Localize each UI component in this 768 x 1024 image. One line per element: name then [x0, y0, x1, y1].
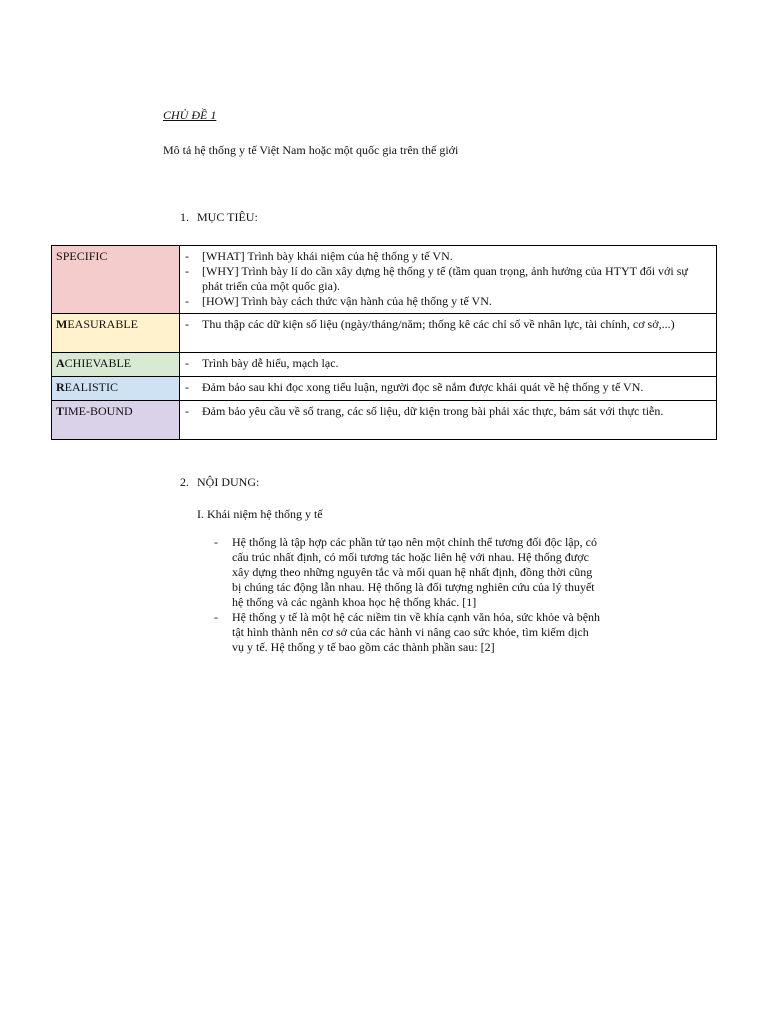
smart-row-measurable	[52, 314, 717, 353]
body-text	[232, 535, 602, 655]
smart-content-realistic	[180, 377, 717, 401]
smart-row-specific	[52, 246, 717, 314]
list-item: - Đảm bảo sau khi đọc xong tiểu luận, người đọc sẽ nắm được khái quát về hệ thống y tế VN.	[202, 380, 710, 395]
section-1-heading	[180, 210, 258, 225]
smart-label-timebound: TIME-BOUND	[52, 401, 180, 440]
section-2-heading	[180, 475, 259, 490]
section-2-number: 2.	[180, 475, 189, 489]
smart-content-timebound	[180, 401, 717, 440]
smart-label-specific: SPECIFIC	[52, 246, 180, 314]
subsection-heading: I. Khái niệm hệ thống y tế	[197, 507, 323, 521]
list-item: - Thu thập các dữ kiện số liệu (ngày/tháng/năm; thống kê các chỉ số về nhân lực, tài chính, cơ sở,...)	[202, 317, 710, 332]
body-paragraph: - Hệ thống y tế là một hệ các niềm tin về khía cạnh văn hóa, sức khỏe và bệnh tật hình thành nên cơ sở của các hành vi nâng cao sức khỏe, tìm kiếm dịch vụ y tế. Hệ thống y tế bao gồm các thành phần sau: [2]	[232, 610, 602, 655]
topic-subtitle: Mô tả hệ thống y tế Việt Nam hoặc một quốc gia trên thế giới	[163, 143, 459, 157]
smart-label-realistic: REALISTIC	[52, 377, 180, 401]
topic-heading: CHỦ ĐỀ 1	[163, 108, 217, 122]
smart-content-measurable	[180, 314, 717, 353]
smart-row-achievable	[52, 353, 717, 377]
smart-goals-table	[51, 245, 717, 440]
smart-label-measurable: MEASURABLE	[52, 314, 180, 353]
smart-row-realistic	[52, 377, 717, 401]
list-item: - [HOW] Trình bày cách thức vận hành của hệ thống y tế VN.	[202, 294, 710, 309]
smart-content-achievable	[180, 353, 717, 377]
list-item: - [WHY] Trình bày lí do cần xây dựng hệ thống y tế (tầm quan trọng, ảnh hưởng của HTYT đối với sự phát triển của một quốc gia).	[202, 264, 710, 294]
section-2-title: NỘI DUNG:	[197, 475, 260, 489]
list-item: - [WHAT] Trình bày khái niệm của hệ thống y tế VN.	[202, 249, 710, 264]
section-1-title: MỤC TIÊU:	[197, 210, 258, 224]
section-1-number: 1.	[180, 210, 189, 224]
smart-content-specific	[180, 246, 717, 314]
smart-label-achievable: ACHIEVABLE	[52, 353, 180, 377]
smart-row-timebound	[52, 401, 717, 440]
list-item: - Trình bày dễ hiểu, mạch lạc.	[202, 356, 710, 371]
list-item: - Đảm bảo yêu cầu về số trang, các số liệu, dữ kiện trong bài phải xác thực, bám sát với thực tiễn.	[202, 404, 710, 419]
body-paragraph: - Hệ thống là tập hợp các phần tử tạo nên một chỉnh thể tương đối độc lập, có cấu trúc nhất định, có mối tương tác hoặc liên hệ với nhau. Hệ thống được xây dựng theo những nguyên tắc và mối quan hệ nhất định, đồng thời cũng bị chúng tác động lẫn nhau. Hệ thống là đối tượng nghiên cứu của lý thuyết hệ thống và các ngành khoa học hệ thống khác. [1]	[232, 535, 602, 610]
